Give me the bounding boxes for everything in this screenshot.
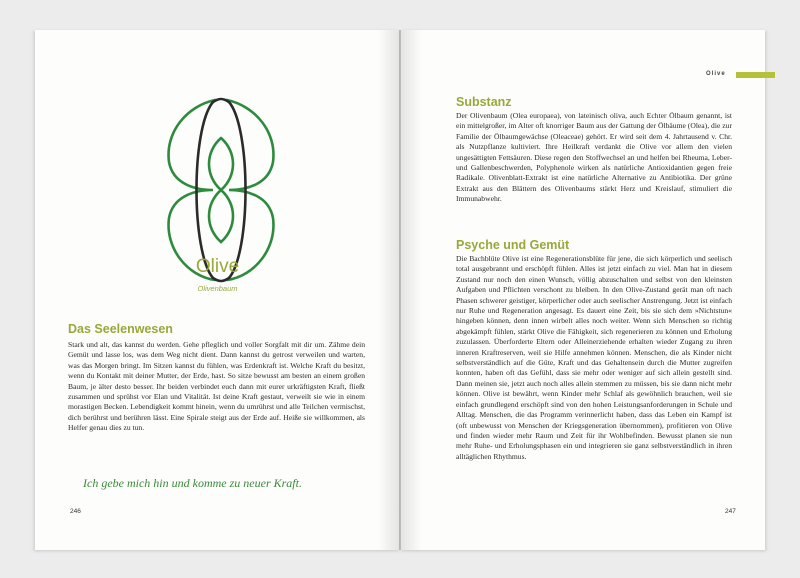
left-page: [35, 30, 400, 550]
running-head: Olive: [706, 71, 726, 77]
section-heading-substanz: Substanz: [456, 95, 512, 109]
substanz-text: Der Olivenbaum (Olea europaea), von lateinisch oliva, auch Echter Ölbaum genannt, ist ein mittelgroßer, im Alter oft knorriger Baum aus der Gattung der Ölbäume (Olea), die zur Familie der Ölbaumgewächse (Oleaceae) gehört. Er wird seit dem 4. Jahrtausend v. Chr. als Nutzpflanze kultiviert. Ihre Heilkraft verdankt die Olive vor allem den vielen ungesättigten Fettsäuren. Diese regen den Stoffwechsel an und helfen bei Rheuma, Leber- und Gallenbeschwerden, Polyphenole wirken als natürliche Antioxidantien gegen freie Radikale. Olivenblatt-Extrakt ist eine natürliche Alternative zu Antibiotika. Der grüne Extrakt aus den Blättern des Olivenbaums stärkt Herz und Kreislauf, stimuliert die Immunabwehr.: [456, 111, 732, 204]
book-spine: [399, 30, 401, 550]
running-head-bar: [736, 72, 775, 78]
affirmation-quote: Ich gebe mich hin und komme zu neuer Kraft.: [83, 476, 302, 490]
page-number-right: 247: [725, 508, 736, 515]
right-page: [400, 30, 765, 550]
right-gutter-shadow: [400, 30, 422, 550]
section-heading-psyche: Psyche und Gemüt: [456, 238, 570, 252]
section-heading-seelenwesen: Das Seelenwesen: [68, 322, 173, 336]
page-number-left: 246: [70, 508, 81, 515]
seelenwesen-text: Stark und alt, das kannst du werden. Gehe pfleglich und voller Sorgfalt mit dir um. Zähme dein Gemüt und lasse los, was dem Weg nicht dient. Dann kannst du getrost verweilen und warten, was das Morgen bringt. Im Sitzen kannst du fühlen, was Erdenkraft ist. Welche Kraft du besitzt, wenn du Kontakt mit deiner Mutter, der Erde, hast. So sitze bewusst am besten an einem großen Baum, je älter desto besser. Ihr beiden verbindet euch dann mit eurer urkräftigsten Kraft, fließt zusammen und sprühst vor Elan und Vitalität. Ist deine Kraft gestaut, verweilt sie wie in einem morastigen Becken. Lebendigkeit kommt hinein, wenn du umrührst und alle Teilchen vermischst, dich berührst und berühren lässt. Eine Spirale steigt aus der Erde auf. Heiße sie willkommen, als Helfer genau dies zu tun.: [68, 340, 365, 433]
remedy-subtitle: Olivenbaum: [197, 284, 238, 293]
psyche-text: Die Bachblüte Olive ist eine Regenerationsblüte für jene, die sich körperlich und seelisch total ausgebrannt und erschöpft fühlen. Alles ist jetzt einfach zu viel. Man hat in diesem Zustand nur noch den einen Wunsch, völlig abzuschalten und selbst von den kleinsten Aufgaben und Pflichten verschont zu bleiben. In den Olive-Zustand gerät man oft nach Phasen schwerer geistiger, körperlicher oder auch seelischer Anstrengung. Jetzt ist einfach nur Ruhe und Regeneration angesagt. Es dauert eine Zeit, bis sie sich dem »Nichtstun« hingeben können, denn innen wirbelt alles noch weiter. Wenn sich Menschen so richtig abgekämpft fühlen, stärkt Olive die Fähigkeit, sich regenerieren zu können und Erholung zuzulassen. Überforderte Eltern oder Alleinerziehende erhalten wieder Zugang zu ihren inneren Kraftreserven, weil sie Hilfe annehmen können. Menschen, die als Kinder nicht selbstverständlich auf die Güte, Kraft und das Gehaltensein durch die Mutter zugreifen konnten, haben oft das Gefühl, dass sie mehr oder weniger auf sich allein gestellt sind. Dann meinen sie, jetzt auch noch alles allein stemmen zu müssen, bis sie dann nicht mehr können. Olive ist bewährt, wenn Kinder mehr Schlaf als gewöhnlich brauchen, weil sie einfach grundlegend erschöpft sind von den hohen Leistungsanforderungen in Schule und Alltag. Menschen, die das Programm verinnerlicht haben, dass das Leben ein Kampf ist (oft unbewusst von Menschen der Kriegsgeneration übernommen), profitieren von Olive und finden wieder mehr Raum und Zeit für ihr Wohlbefinden. Bewusst planen sie nun mehr Ruhe- und Erholungsphasen ein und integrieren sie ganz selbstverständlich in ihren alltäglichen Rhythmus.: [456, 254, 732, 461]
remedy-title: Olive: [195, 256, 240, 277]
